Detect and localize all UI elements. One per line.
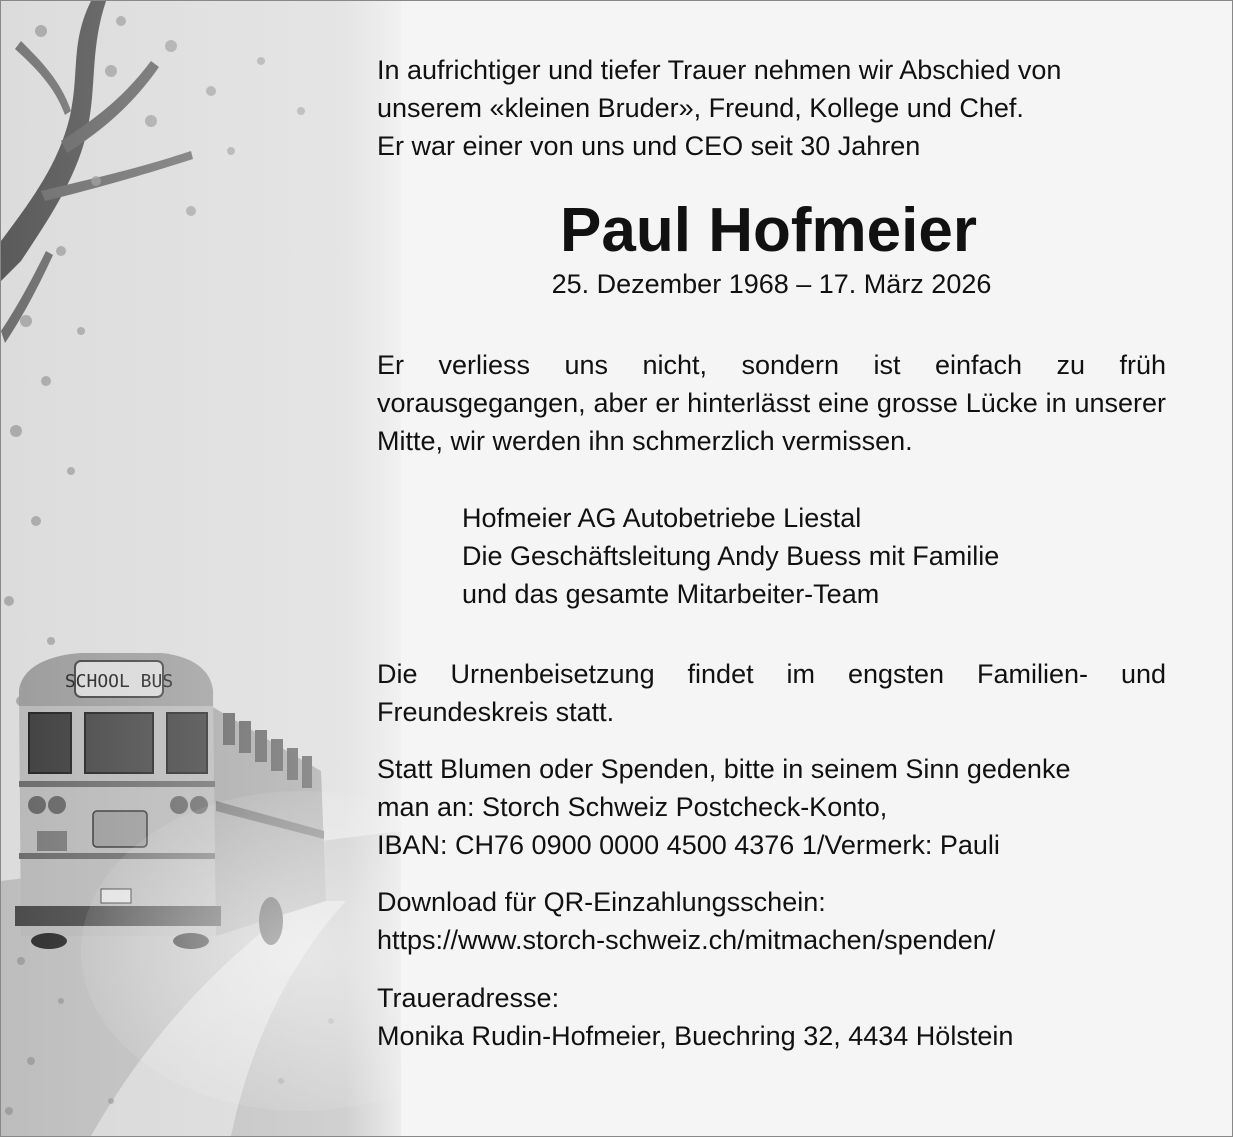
address-label: Traueradresse: [377,983,560,1013]
donation-line: Statt Blumen oder Spenden, bitte in seinem Sinn gedenke [377,754,1071,784]
signatories [462,499,1166,613]
donation-line: man an: Storch Schweiz Postcheck-Konto, [377,792,888,822]
tribute-paragraph: Er verliess uns nicht, sondern ist einfach zu früh vorausgegangen, aber er hinterlässt eine grosse Lücke in unserer Mitte, wir werden ihn schmerzlich vermissen. [377,350,1166,456]
mourning-address: Monika Rudin-Hofmeier, Buechring 32, 4434 Hölstein [377,1021,1014,1051]
donation-paragraph [377,750,1166,864]
burial-paragraph: Die Urnenbeisetzung findet im engsten Familien- und Freundeskreis statt. [377,659,1166,727]
life-dates: 25. Dezember 1968 – 17. März 2026 [551,269,992,299]
intro-line: Er war einer von uns und CEO seit 30 Jahren [377,131,921,161]
download-paragraph [377,883,1166,959]
intro-line: In aufrichtiger und tiefer Trauer nehmen wir Abschied von [377,55,1062,85]
deceased-name: Paul Hofmeier [560,196,977,265]
download-label: Download für QR-Einzahlungsschein: [377,887,826,917]
iban-line: IBAN: CH76 0900 0000 4500 4376 1/Vermerk: Pauli [377,830,1000,860]
signatory-line: und das gesamte Mitarbeiter-Team [462,579,880,609]
signatory-line: Hofmeier AG Autobetriebe Liestal [462,503,862,533]
signatory-line: Die Geschäftsleitung Andy Buess mit Familie [462,541,1000,571]
donation-url[interactable]: https://www.storch-schweiz.ch/mitmachen/spenden/ [377,925,996,955]
intro-paragraph [377,51,1166,165]
intro-line: unserem «kleinen Bruder», Freund, Kollege und Chef. [377,93,1024,123]
obituary-text [377,51,1166,1055]
address-paragraph [377,979,1166,1055]
